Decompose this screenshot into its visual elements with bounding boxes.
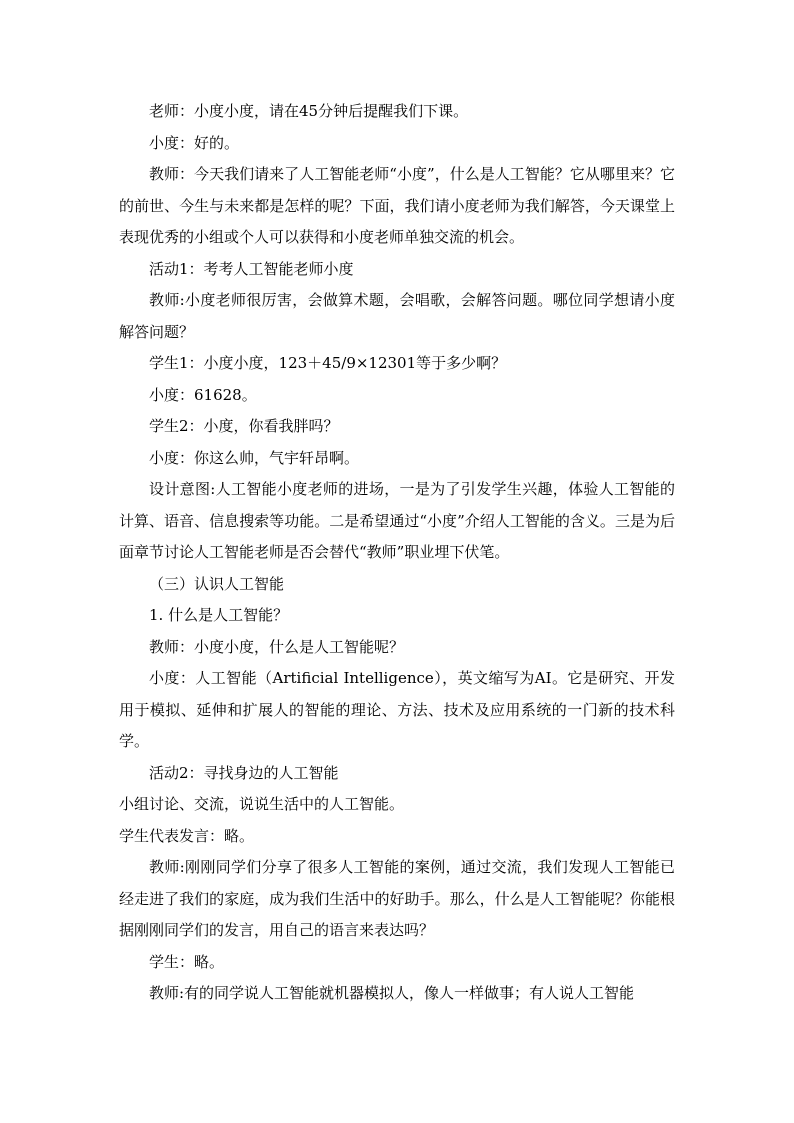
dialogue-xiaodu-answer-1: 小度：61628。 <box>149 385 257 404</box>
dialogue-teacher-question: 教师：小度小度，什么是人工智能呢？ <box>149 637 405 656</box>
dialogue-xiaodu-ok: 小度：好的。 <box>149 133 240 152</box>
dialogue-student-1: 学生1：小度小度，123＋45/9×12301等于多少啊？ <box>149 354 507 372</box>
group-discussion: 小组讨论、交流，说说生活中的人工智能。 <box>119 795 405 813</box>
dialogue-teacher-continuation: 教师:有的同学说人工智能就机器模拟人，像人一样做事；有人说人工智能 <box>149 984 635 1002</box>
document-body <box>119 96 675 1010</box>
subsection-heading-1: 1. 什么是人工智能？ <box>149 606 289 624</box>
dialogue-xiaodu-definition: 小度：人工智能（Artificial Intelligence），英文缩写为AI。它是研究、开发用于模拟、延伸和扩展人的智能的理论、方法、技术及应用系统的一门新的技术科学。 <box>119 669 675 750</box>
dialogue-student-2: 学生2：小度，你看我胖吗？ <box>149 417 339 435</box>
dialogue-xiaodu-answer-2: 小度：你这么帅，气宇轩昂啊。 <box>149 448 360 467</box>
activity-1-heading: 活动1：考考人工智能老师小度 <box>149 259 354 278</box>
activity-2-heading: 活动2：寻找身边的人工智能 <box>149 763 339 782</box>
design-intent: 设计意图:人工智能小度老师的进场，一是为了引发学生兴趣，体验人工智能的计算、语音、信息搜索等功能。二是希望通过“小度”介绍人工智能的含义。三是为后面章节讨论人工智能老师是否会替代“教师”职业埋下伏笔。 <box>119 480 675 561</box>
dialogue-teacher-reminder: 老师：小度小度，请在45分钟后提醒我们下课。 <box>149 102 469 120</box>
dialogue-student-reply: 学生：略。 <box>149 952 225 971</box>
dialogue-teacher-activity-1: 教师:小度老师很厉害，会做算术题，会唱歌，会解答问题。哪位同学想请小度解答问题？ <box>119 291 675 341</box>
dialogue-teacher-intro: 教师：今天我们请来了人工智能老师“小度”，什么是人工智能？它从哪里来？它的前世、今生与未来都是怎样的呢？下面，我们请小度老师为我们解答，今天课堂上表现优秀的小组或个人可以获得和小度老师单独交流的机会。 <box>119 165 675 246</box>
student-representative: 学生代表发言：略。 <box>119 826 255 845</box>
dialogue-teacher-summary: 教师:刚刚同学们分享了很多人工智能的案例，通过交流，我们发现人工智能已经走进了我们的家庭，成为我们生活中的好助手。那么，什么是人工智能呢？你能根据刚刚同学们的发言，用自己的语言来表达吗？ <box>119 858 675 939</box>
section-heading-3: （三）认识人工智能 <box>149 574 285 593</box>
